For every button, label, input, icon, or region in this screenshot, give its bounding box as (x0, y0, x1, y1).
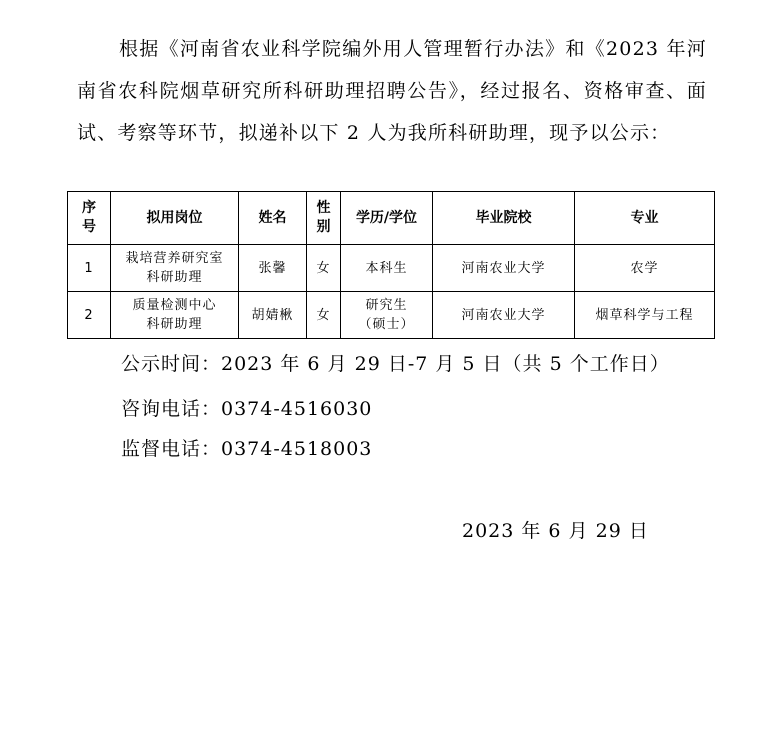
table-row (68, 292, 715, 339)
cell-major: 农学 (575, 245, 715, 292)
table-row (68, 245, 715, 292)
cell-degree-line1: 本科生 (365, 260, 408, 276)
cell-major: 烟草科学与工程 (575, 292, 715, 339)
header-school: 毕业院校 (433, 192, 575, 245)
cell-position (111, 292, 239, 339)
cell-degree (341, 292, 433, 339)
cell-degree-line2: （硕士） (358, 317, 415, 332)
header-seq-line1: 序 (82, 200, 96, 216)
cell-name: 张馨 (239, 245, 307, 292)
header-degree: 学历/学位 (341, 192, 433, 245)
header-major: 专业 (575, 192, 715, 245)
supervise-phone: 监督电话：0374-4518003 (121, 438, 373, 460)
cell-school: 河南农业大学 (433, 292, 575, 339)
header-gender (307, 192, 341, 245)
cell-position-line1: 质量检测中心 (132, 298, 217, 313)
header-gender-line1: 性 (316, 200, 331, 216)
cell-degree-line1: 研究生 (365, 298, 408, 313)
candidate-table (67, 191, 715, 339)
cell-gender: 女 (307, 245, 341, 292)
cell-position (111, 245, 239, 292)
cell-school: 河南农业大学 (433, 245, 575, 292)
cell-degree (341, 245, 433, 292)
header-position: 拟用岗位 (111, 192, 239, 245)
cell-gender: 女 (307, 292, 341, 339)
header-gender-line2: 别 (316, 219, 331, 235)
header-seq-line2: 号 (82, 219, 96, 235)
header-seq (68, 192, 111, 245)
cell-name: 胡婧楸 (239, 292, 307, 339)
notice-period: 公示时间：2023 年 6 月 29 日-7 月 5 日（共 5 个工作日） (121, 353, 670, 375)
intro-paragraph: 根据《河南省农业科学院编外用人管理暂行办法》和《2023 年河南省农科院烟草研究所科研助理招聘公告》，经过报名、资格审查、面试、考察等环节，拟递补以下 2 人为我所科研助理，现予以公示： (77, 38, 707, 144)
cell-position-line2: 科研助理 (146, 317, 203, 332)
announcement-date: 2023 年 6 月 29 日 (462, 520, 649, 542)
consult-phone: 咨询电话：0374-4516030 (121, 398, 373, 420)
table-header-row (68, 192, 715, 245)
cell-position-line2: 科研助理 (146, 270, 203, 285)
cell-seq: 2 (68, 292, 111, 339)
cell-position-line1: 栽培营养研究室 (125, 251, 224, 266)
header-name: 姓名 (239, 192, 307, 245)
cell-seq: 1 (68, 245, 111, 292)
